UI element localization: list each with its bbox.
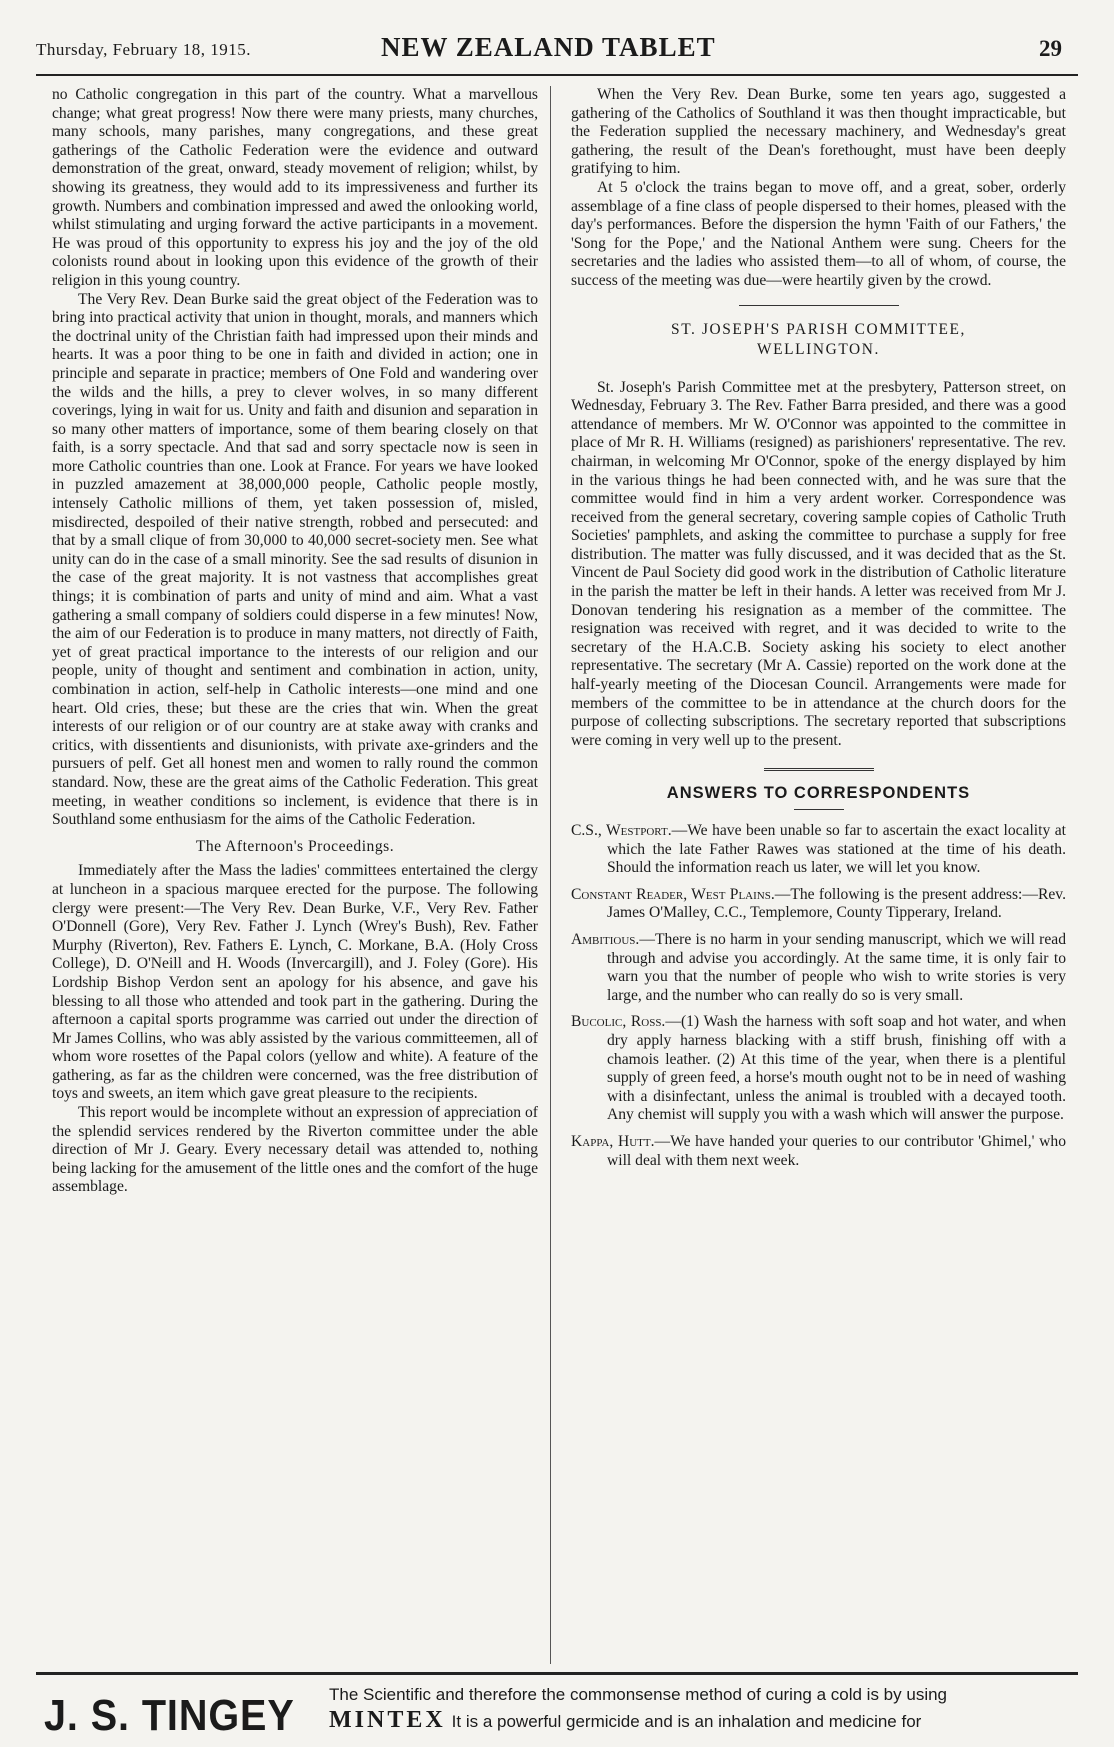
advertisement — [36, 1685, 1078, 1745]
answer-item — [571, 886, 1066, 923]
subheading: The Afternoon's Proceedings. — [195, 837, 395, 855]
answers-list — [571, 822, 1066, 1170]
answer-item — [571, 822, 1066, 878]
brand-name: MINTEX — [329, 1707, 446, 1733]
correspondent-name: Constant Reader, West Plains. — [571, 885, 775, 903]
answer-item — [571, 1013, 1066, 1125]
section-divider — [739, 305, 899, 306]
answer-text: —There is no harm in your sending manuscript, which we will read through and advise you accordingly. At the same time, it is only fair to warn you that the number of people who wish to write stories is very large, and the number who can really do so is very small. — [607, 930, 1066, 1004]
section-heading-line: WELLINGTON. — [757, 340, 880, 358]
advertiser-name: J. S. TINGEY — [44, 1691, 295, 1740]
page-number: 29 — [1039, 36, 1062, 61]
answer-text: —The following is the present address:—Rev. James O'Malley, C.C., Templemore, County Tipperary, Ireland. — [607, 885, 1066, 922]
correspondent-name: C.S., Westport. — [571, 822, 672, 839]
right-column — [571, 86, 1066, 1178]
answers-heading: ANSWERS TO CORRESPONDENTS — [666, 784, 971, 803]
advert-line — [329, 1707, 921, 1734]
answer-item — [571, 931, 1066, 1005]
advert-line: The Scientific and therefore the commonsense method of curing a cold is by using — [329, 1685, 948, 1704]
paragraph: This report would be incomplete without an expression of appreciation of the splendid services rendered by the Riverton committee under the able direction of Mr J. Geary. Every necessary detail was attended to, nothing being lacking for the amusement of the little ones and the comfort of the huge assemblage. — [52, 1104, 538, 1196]
paragraph: The Very Rev. Dean Burke said the great object of the Federation was to bring into practical activity that union in thought, morals, and manners which the doctrinal unity of the Christian faith had impressed upon their minds and hearts. It was a poor thing to be one in faith and divided in action; one in principle and separate in practice; members of One Fold and wandering over the wilds and the hills, a prey to clever wolves, in so many different coverings, lying in wait for us. Unity and faith and disunion and separation in so many other matters of importance, some of them bearing closely on that faith, is a sorry spectacle. And that sad and sorry spectacle now is seen in more Catholic countries than one. Look at France. For years we have looked in puzzled amazement at 38,000,000 people, Catholic people mostly, intensely Catholic millions of them, yet taken possession of, misled, misdirected, despoiled of their native strength, robbed and persecuted: and that by a small clique of from 30,000 to 40,000 secret-society men. See what unity can do in the case of a small minority. See the sad results of disunion in the case of the great majority. It is not vastness that accomplishes great things; it is combination of parts and unity of mind and aim. What a vast gathering a small company of soldiers could disperse in a few minutes! Now, the aim of our Federation is to produce in many matters, not directly of Faith, yet of great practical importance to the interests of our religion and our people, unity of thought and sentiment and combination in action, unity, combination in action, self-help in Catholic interests—one mind and one heart. Old cries, these; but these are the cries that win. When the great interests of our religion or of our country are at stake away with cranks and critics, with dissentients and disunionists, with private axe-grinders and the pursuers of pelf. Get all honest men and women to rally round the common standard. Now, these are the great aims of the Catholic Federation. This great meeting, in weather conditions so inclement, is evidence that there is in Southland some enthusiasm for the aims of the Catholic Federation. — [52, 290, 538, 829]
answer-text: —We have handed your queries to our contributor 'Ghimel,' who will deal with them next week. — [607, 1132, 1066, 1169]
section-heading — [571, 320, 1066, 360]
column-divider — [550, 86, 551, 1664]
answer-text: —We have been unable so far to ascertain the exact locality at which the late Father Rawes was stationed at the time of his death. Should the information reach us later, we will let you know. — [607, 822, 1067, 877]
paragraph: At 5 o'clock the trains began to move off, and a great, sober, orderly assemblage of a fine class of people dispersed to their homes, pleased with the day's performances. Before the dispersion the hymn 'Faith of our Fathers,' the 'Song for the Pope,' and the National Anthem were sung. Cheers for the secretaries and the ladies who assisted them—to all of whom, of course, the success of the meeting was due—were heartily given by the crowd. — [571, 178, 1066, 289]
advert-line-text: It is a powerful germicide and is an inhalation and medicine for — [451, 1712, 922, 1731]
paragraph: Immediately after the Mass the ladies' committees entertained the clergy at luncheon in a spacious marquee erected for the purpose. The following clergy were present:—The Very Rev. Dean Burke, V.F., Very Rev. Father O'Donnell (Gore), Very Rev. Father J. Lynch (Wrey's Bush), Rev. Father Murphy (Riverton), Rev. Fathers E. Lynch, C. Morkane, B.A. (Holy Cross College), D. O'Neill and H. Woods (Invercargill), and J. Foley (Gore). His Lordship Bishop Verdon sent an apology for his absence, and gave his blessing to all those who attended and took part in the gathering. During the afternoon a capital sports programme was carried out under the direction of Mr James Collins, who was ably assisted by the various committeemen, all of whom wore rosettes of the Papal colors (yellow and white). A feature of the gathering, as far as the children were concerned, was the free distribution of toys and sweets, an item which gave great pleasure to the recipients. — [52, 862, 538, 1103]
issue-date: Thursday, February 18, 1915. — [36, 40, 251, 59]
paragraph: no Catholic congregation in this part of the country. What a marvellous change; what great progress! Now there were many priests, many churches, many schools, many parishes, many congregations, and these great gatherings of the Catholic Federation were the evidence and outward demonstration of the great, onward, steady movement of religion; whilst, by showing its greatness, they would add to its impressiveness and further its growth. Numbers and combination impressed and awed the onlooking world, whilst stimulating and urging forward the active participants in a movement. He was proud of this opportunity to express his joy and the joy of the old colonists round about in looking upon this evidence of the growth of their religion in this young country. — [52, 86, 538, 289]
advert-rule — [36, 1672, 1078, 1675]
header-rule — [36, 74, 1078, 76]
correspondent-name: Kappa, Hutt. — [571, 1132, 655, 1150]
section-divider-double — [764, 768, 874, 774]
section-heading-line: ST. JOSEPH'S PARISH COMMITTEE, — [671, 320, 966, 338]
paragraph: When the Very Rev. Dean Burke, some ten years ago, suggested a gathering of the Catholics of Southland it was then thought impracticable, but the Federation supplied the necessary machinery, and Wednesday's great gathering, the result of the Dean's forethought, must have been deeply gratifying to him. — [571, 86, 1066, 178]
answer-item — [571, 1133, 1066, 1170]
page-header — [36, 28, 1078, 68]
paragraph: St. Joseph's Parish Committee met at the presbytery, Patterson street, on Wednesday, February 3. The Rev. Father Barra presided, and there was a good attendance of members. Mr W. O'Connor was appointed to the committee in place of Mr R. H. Williams (resigned) as parishioners' representative. The rev. chairman, in welcoming Mr O'Connor, spoke of the energy displayed by him in the various things he had been connected with, and he was sure that the committee would find in him a very ardent worker. Correspondence was received from the general secretary, covering sample copies of Catholic Truth Societies' pamphlets, and asking the committee to purchase a supply for free distribution. The matter was fully discussed, and it was decided that as the St. Vincent de Paul Society did good work in the distribution of Catholic literature in the parish the matter be left in their hands. A letter was received from Mr J. Donovan tendering his resignation as a member of the committee. The resignation was received with regret, and it was decided to write to the secretary of the H.A.C.B. Society asking his society to elect another representative. The secretary (Mr A. Cassie) reported on the work done at the half-yearly meeting of the Diocesan Council. Arrangements were made for members of the committee to be in attendance at the church doors for the purpose of collecting subscriptions. The secretary reported that subscriptions were coming in very well up to the present. — [571, 378, 1066, 749]
correspondent-name: Bucolic, Ross. — [571, 1013, 666, 1031]
correspondent-name: Ambitious. — [571, 930, 640, 948]
answer-text: —(1) Wash the harness with soft soap and hot water, and when dry apply harness blacking with a stiff brush, finishing off with a chamois leather. (2) At this time of the year, when there is a plentiful supply of green feed, a horse's mouth ought not to be in need of washing with a disinfectant, unless the animal is troubled with a decayed tooth. Any chemist will supply you with a wash which will answer the purpose. — [607, 1013, 1066, 1124]
left-column — [52, 86, 538, 1197]
masthead: NEW ZEALAND TABLET — [381, 32, 716, 62]
heading-underline — [794, 809, 844, 810]
